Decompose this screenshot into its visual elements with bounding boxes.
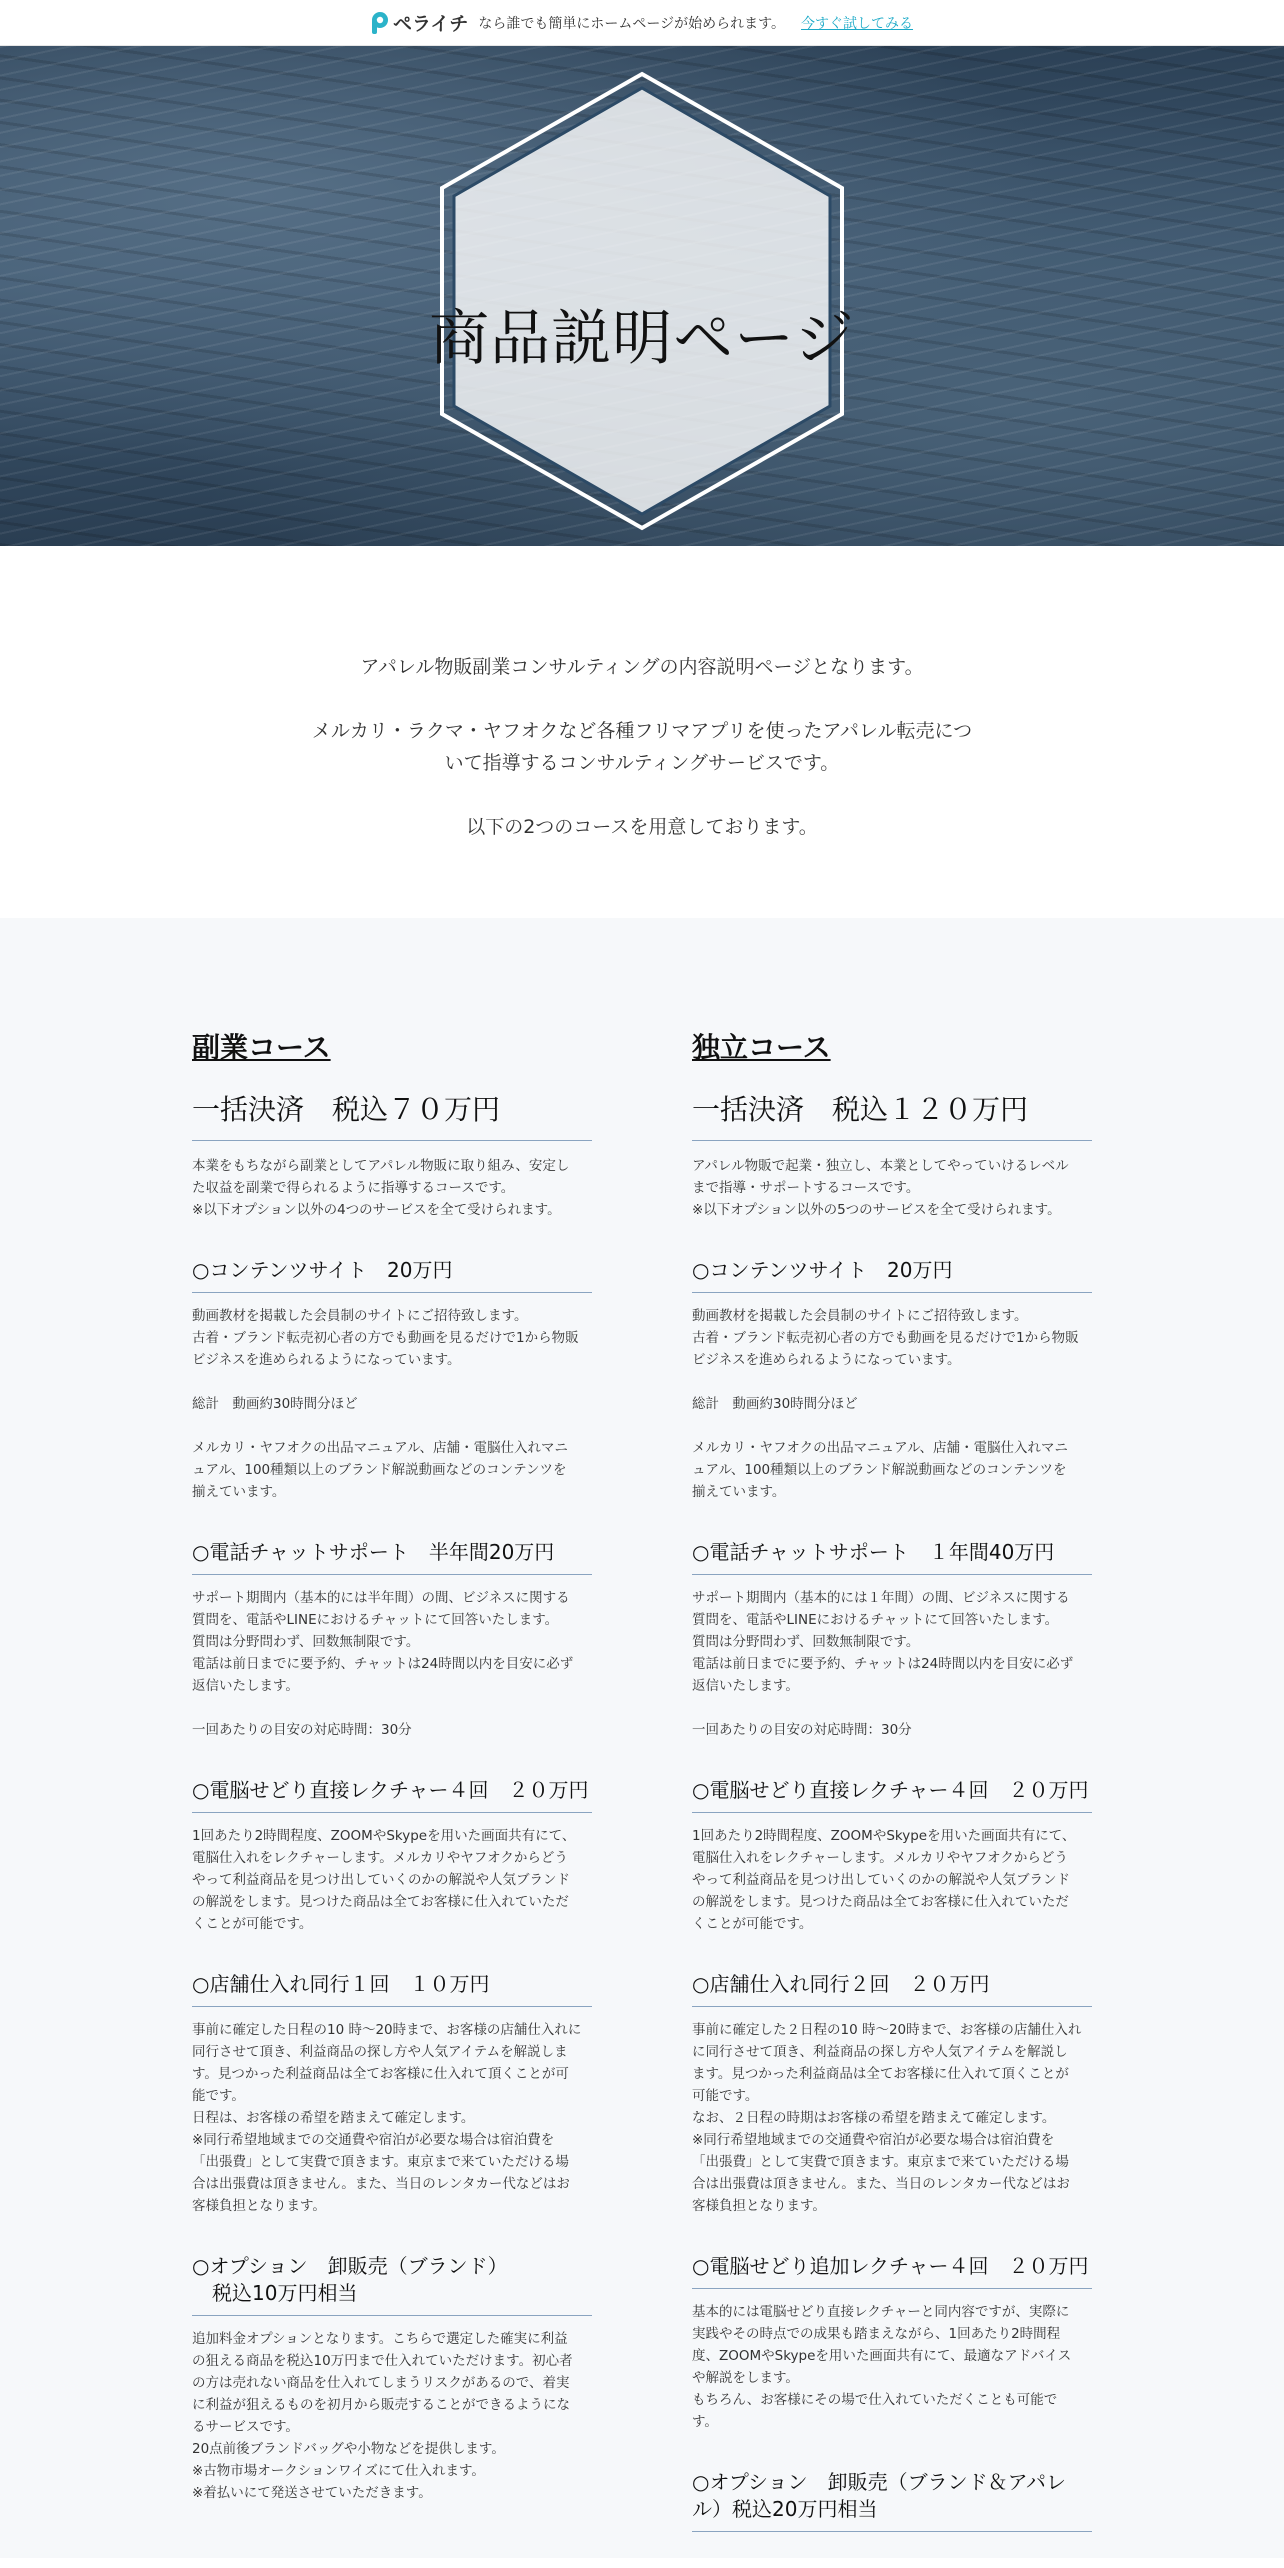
intro-text-3: 以下の2つのコースを用意しております。	[466, 816, 818, 838]
section-body: 事前に確定した２日程の10 時〜20時まで、お客様の店舗仕入れ に同行させて頂き、利益商品の探し方や人気アイテムを解説し ます。見つかった利益商品は全てお客様に仕入れて頂くことが 可能です。 なお、２日程の時期はお客様の希望を踏まえて確定します。 ※同行希望地域までの交通費や宿泊が必要な場合は宿泊費を 「出張費」として実費で頂きます。東京まで来ていただける場 合は出張費は頂きません。また、当日のレンタカー代などはお 客様負担となります。	[692, 2022, 1082, 2214]
section-title: ○電脳せどり追加レクチャー４回 ２０万円	[692, 2253, 1092, 2289]
side-course-column	[192, 1026, 592, 2544]
section-title: ○オプション 卸販売（ブランド＆アパレ ル）税込20万円相当	[692, 2469, 1092, 2532]
section-body: 動画教材を掲載した会員制のサイトにご招待致します。 古着・ブランド転売初心者の方でも動画を見るだけで1から物販 ビジネスを進められるようになっています。 総計 動画約30時間分ほど メルカリ・ヤフオクの出品マニュアル、店舗・電脳仕入れマニ ュアル、100種類以上のブランド解説動画などのコンテンツを 揃えています。	[192, 1308, 579, 1500]
section-title: ○電脳せどり直接レクチャー４回 ２０万円	[192, 1777, 592, 1813]
section-title: ○電話チャットサポート １年間40万円	[692, 1539, 1092, 1575]
peraichi-logo-icon	[371, 11, 389, 35]
section-body: 追加料金オプションとなります。こちらで選定した確実に利益 の狙える商品を税込10万円まで仕入れていただけます。初心者 の方は売れない商品を仕入れてしまうリスクがあるので、着実 に利益が狙えるものを初月から販売することができるようにな るサービスです。 20点前後ブランドバッグや小物などを提供します。 ※古物市場オークションワイズにて仕入れます。 ※着払いにて発送させていただきます。	[192, 2331, 573, 2501]
try-now-link[interactable]: 今すぐ試してみる	[801, 15, 914, 32]
promo-message: なら誰でも簡単にホームページが始められます。	[478, 15, 786, 32]
course-price: 一括決済 税込１２０万円	[692, 1088, 1092, 1141]
peraichi-logo[interactable]	[371, 9, 468, 36]
section-body: サポート期間内（基本的には１年間）の間、ビジネスに関する 質問を、電話やLINEにおけるチャットにて回答いたします。 質問は分野問わず、回数無制限です。 電話は前日までに要予約、チャットは24時間以内を目安に必ず 返信いたします。 一回あたりの目安の対応時間：30分	[692, 1590, 1074, 1738]
section-title: ○オプション 卸販売（ブランド） 税込10万円相当	[192, 2253, 592, 2316]
section-body: 1回あたり2時間程度、ZOOMやSkypeを用いた画面共有にて、 電脳仕入れをレクチャーします。メルカリやヤフオクからどう やって利益商品を見つけ出していくのかの解説や人気ブランド の解説をします。見つけた商品は全てお客様に仕入れていただ くことが可能です。	[692, 1828, 1076, 1932]
hero-banner	[0, 46, 1284, 546]
course-description: 本業をもちながら副業としてアパレル物販に取り組み、安定し た収益を副業で得られるように指導するコースです。 ※以下オプション以外の4つのサービスを全て受けられます。	[192, 1158, 570, 1218]
logo-text: ペライチ	[392, 13, 469, 35]
course-title: 副業コース	[192, 1031, 331, 1064]
section-body: 1回あたり2時間程度、ZOOMやSkypeを用いた画面共有にて、 電脳仕入れをレクチャーします。メルカリやヤフオクからどう やって利益商品を見つけ出していくのかの解説や人気ブランド の解説をします。見つけた商品は全てお客様に仕入れていただ くことが可能です。	[192, 1828, 576, 1932]
promo-bar	[0, 0, 1284, 46]
intro-text-2b: いて指導するコンサルティングサービスです。	[444, 752, 840, 774]
section-title: ○コンテンツサイト 20万円	[692, 1257, 1092, 1293]
section-body: 基本的には電脳せどり直接レクチャーと同内容ですが、実際に 実践やその時点での成果も踏まえながら、1回あたり2時間程 度、ZOOMやSkypeを用いた画面共有にて、最適なアドバイス や解説をします。 もちろん、お客様にその場で仕入れていただくことも可能で す。	[692, 2304, 1072, 2430]
intro-section	[0, 546, 1284, 918]
courses-section	[0, 918, 1284, 2558]
section-body: サポート期間内（基本的には半年間）の間、ビジネスに関する 質問を、電話やLINEにおけるチャットにて回答いたします。 質問は分野問わず、回数無制限です。 電話は前日までに要予約、チャットは24時間以内を目安に必ず 返信いたします。 一回あたりの目安の対応時間：30分	[192, 1590, 574, 1738]
section-body: 事前に確定した日程の10 時〜20時まで、お客様の店舗仕入れに 同行させて頂き、利益商品の探し方や人気アイテムを解説しま す。見つかった利益商品は全てお客様に仕入れて頂くことが可 能です。 日程は、お客様の希望を踏まえて確定します。 ※同行希望地域までの交通費や宿泊が必要な場合は宿泊費を 「出張費」として実費で頂きます。東京まで来ていただける場 合は出張費は頂きません。また、当日のレンタカー代などはお 客様負担となります。	[192, 2022, 582, 2214]
intro-text-2a: メルカリ・ラクマ・ヤフオクなど各種フリマアプリを使ったアパレル転売につ	[311, 720, 973, 742]
section-title: ○電話チャットサポート 半年間20万円	[192, 1539, 592, 1575]
page-title: 商品説明ページ	[429, 304, 855, 374]
course-price: 一括決済 税込７０万円	[192, 1088, 592, 1141]
course-title: 独立コース	[692, 1031, 831, 1064]
section-title: ○店舗仕入れ同行２回 ２０万円	[692, 1971, 1092, 2007]
intro-text-2	[0, 715, 1284, 779]
intro-text-1: アパレル物販副業コンサルティングの内容説明ページとなります。	[360, 656, 924, 678]
section-body: 動画教材を掲載した会員制のサイトにご招待致します。 古着・ブランド転売初心者の方でも動画を見るだけで1から物販 ビジネスを進められるようになっています。 総計 動画約30時間分ほど メルカリ・ヤフオクの出品マニュアル、店舗・電脳仕入れマニ ュアル、100種類以上のブランド解説動画などのコンテンツを 揃えています。	[692, 1308, 1079, 1500]
section-title: ○電脳せどり直接レクチャー４回 ２０万円	[692, 1777, 1092, 1813]
independent-course-column	[692, 1026, 1092, 2544]
section-title: ○店舗仕入れ同行１回 １０万円	[192, 1971, 592, 2007]
section-title: ○コンテンツサイト 20万円	[192, 1257, 592, 1293]
course-description: アパレル物販で起業・独立し、本業としてやっていけるレベル まで指導・サポートするコースです。 ※以下オプション以外の5つのサービスを全て受けられます。	[692, 1158, 1069, 1218]
